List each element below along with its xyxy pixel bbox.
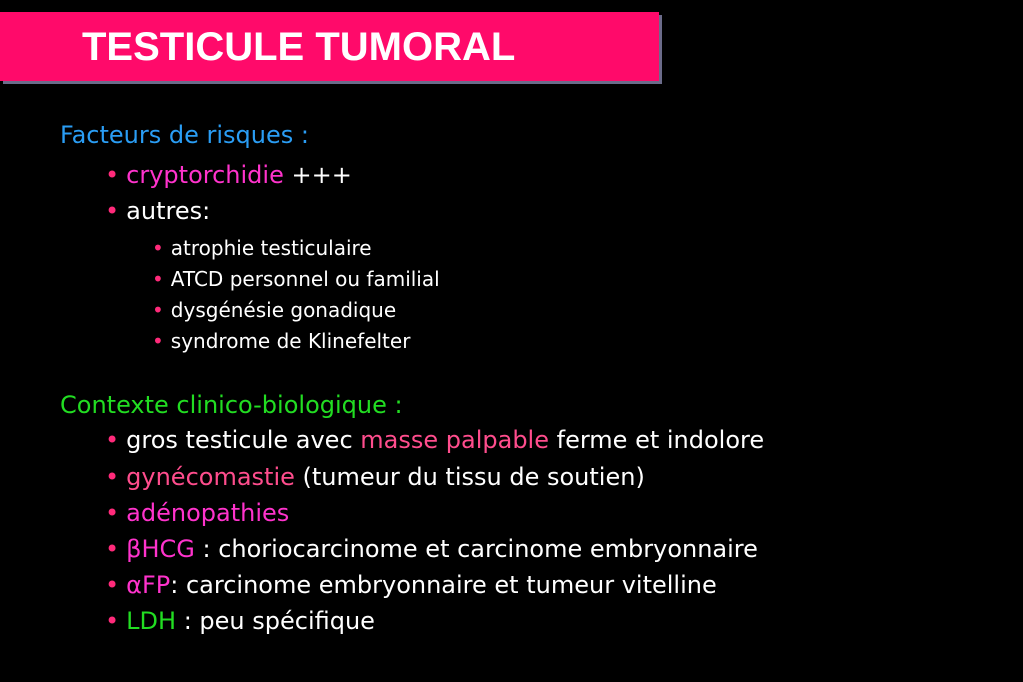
risk-subitem-text: atrophie testiculaire — [170, 236, 372, 260]
context-item-text: : peu spécifique — [176, 607, 375, 635]
risk-item-text: autres: — [126, 197, 211, 225]
context-item-highlight: βHCG — [126, 535, 195, 563]
context-item-masse — [105, 425, 764, 455]
risk-subitem-text: dysgénésie gonadique — [170, 298, 397, 322]
context-item-bhcg — [105, 534, 758, 564]
slide-title: TESTICULE TUMORAL — [82, 25, 516, 69]
bullet-icon: • — [105, 161, 120, 189]
context-item-text: : choriocarcinome et carcinome embryonnaire — [194, 535, 758, 563]
bullet-icon: • — [105, 426, 120, 454]
context-item-text: : carcinome embryonnaire et tumeur vitelline — [170, 571, 717, 599]
risk-factors-heading: Facteurs de risques : — [60, 121, 309, 149]
risk-subitem — [152, 297, 396, 323]
context-item-highlight: gynécomastie — [126, 463, 295, 491]
context-item-highlight: masse palpable — [360, 426, 549, 454]
context-item-highlight: αFP — [126, 571, 171, 599]
bullet-icon: • — [105, 535, 120, 563]
bullet-icon: • — [105, 463, 120, 491]
risk-subitem — [152, 328, 410, 354]
risk-item-autres — [105, 196, 210, 226]
risk-item-text: +++ — [283, 161, 352, 189]
context-item-gynecomastie — [105, 462, 645, 492]
clinical-context-heading: Contexte clinico-biologique : — [60, 391, 403, 419]
bullet-icon: • — [152, 329, 164, 353]
bullet-icon: • — [152, 298, 164, 322]
context-item-afp — [105, 570, 717, 600]
bullet-icon: • — [105, 197, 120, 225]
risk-item-highlight: cryptorchidie — [126, 161, 284, 189]
risk-subitem — [152, 235, 372, 261]
bullet-icon: • — [105, 499, 120, 527]
risk-subitem-text: syndrome de Klinefelter — [170, 329, 411, 353]
bullet-icon: • — [105, 571, 120, 599]
bullet-icon: • — [105, 607, 120, 635]
risk-subitem — [152, 266, 440, 292]
risk-item-cryptorchidie — [105, 160, 352, 190]
context-item-text: gros testicule avec — [126, 426, 361, 454]
bullet-icon: • — [152, 267, 164, 291]
context-item-ldh — [105, 606, 375, 636]
context-item-text: ferme et indolore — [549, 426, 765, 454]
context-item-highlight: LDH — [126, 607, 177, 635]
context-item-text: (tumeur du tissu de soutien) — [294, 463, 645, 491]
context-item-highlight: adénopathies — [126, 499, 290, 527]
risk-subitem-text: ATCD personnel ou familial — [170, 267, 440, 291]
bullet-icon: • — [152, 236, 164, 260]
context-item-adenopathies — [105, 498, 289, 528]
title-bar — [0, 12, 659, 81]
